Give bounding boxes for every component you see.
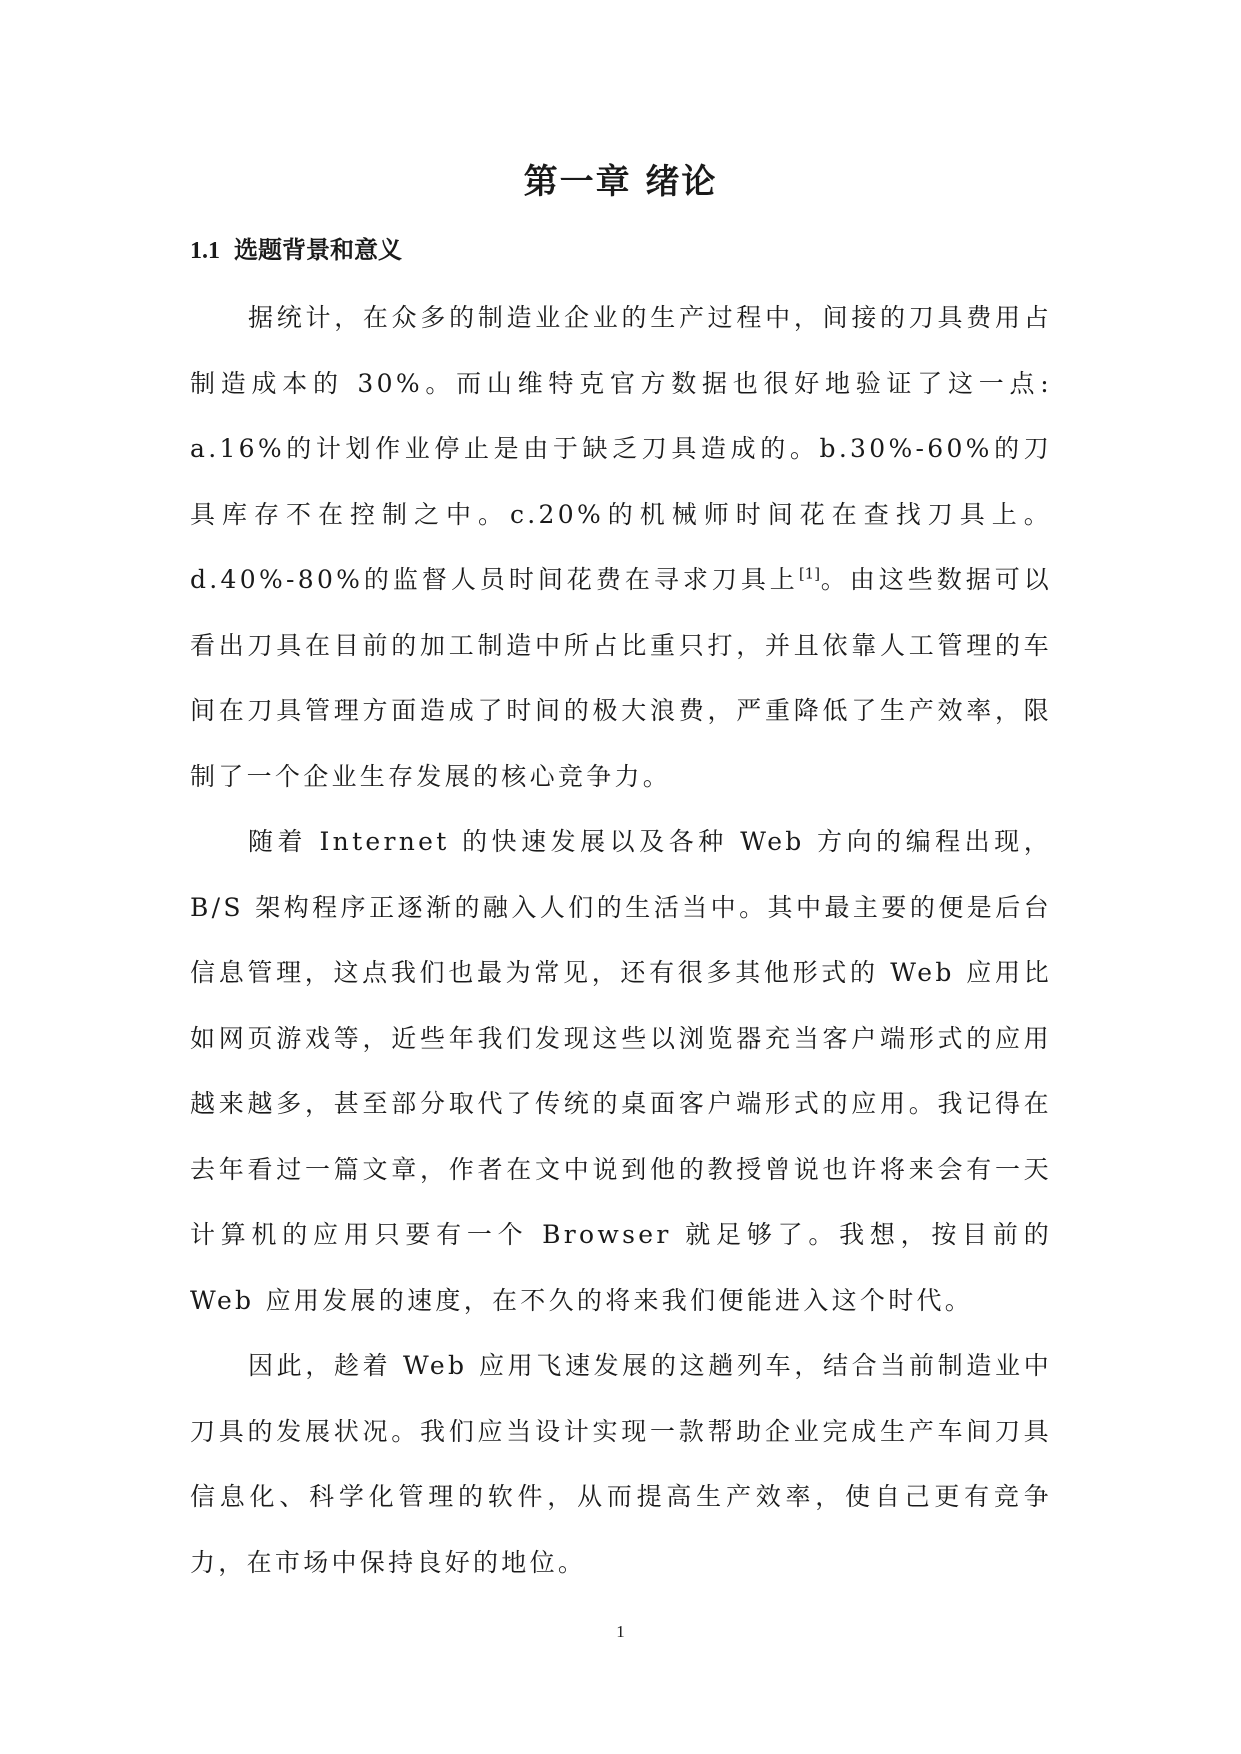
paragraph-1 — [190, 285, 1052, 809]
section-title: 选题背景和意义 — [234, 236, 402, 264]
chapter-title: 第一章 绪论 — [523, 162, 718, 202]
paragraph-3: 因此，趁着 Web 应用飞速发展的这趟列车，结合当前制造业中刀具的发展状况。我们应当设计实现一款帮助企业完成生产车间刀具信息化、科学化管理的软件，从而提高生产效率，使自己更有竞争力，在市场中保持良好的地位。 — [190, 1351, 1052, 1577]
section-heading — [190, 230, 402, 271]
paragraph-1-text-b: 。由这些数据可以看出刀具在目前的加工制造中所占比重只打，并且依靠人工管理的车间在刀具管理方面造成了时间的极大浪费，严重降低了生产效率，限制了一个企业生存发展的核心竞争力。 — [190, 565, 1052, 791]
section-number: 1.1 — [190, 238, 220, 264]
page-number: 1 — [616, 1622, 625, 1641]
citation-ref: [1] — [798, 564, 821, 583]
body-text — [190, 285, 1052, 1595]
paragraph-1-text-a: 据统计，在众多的制造业企业的生产过程中，间接的刀具费用占制造成本的 30%。而山维特克官方数据也很好地验证了这一点: a.16%的计划作业停止是由于缺乏刀具造成的。b.30%-60%的刀具库存不在控制之中。c.20%的机械师时间花在查找刀具上。d.40%-80%的监督人员时间花费在寻求刀具上 — [190, 303, 1052, 594]
paragraph-2: 随着 Internet 的快速发展以及各种 Web 方向的编程出现，B/S 架构程序正逐渐的融入人们的生活当中。其中最主要的便是后台信息管理，这点我们也最为常见，还有很多其他形式的 Web 应用比如网页游戏等，近些年我们发现这些以浏览器充当客户端形式的应用越来越多，甚至部分取代了传统的桌面客户端形式的应用。我记得在去年看过一篇文章，作者在文中说到他的教授曾说也许将来会有一天计算机的应用只要有一个 Browser 就足够了。我想，按目前的 Web 应用发展的速度，在不久的将来我们便能进入这个时代。 — [190, 827, 1052, 1315]
